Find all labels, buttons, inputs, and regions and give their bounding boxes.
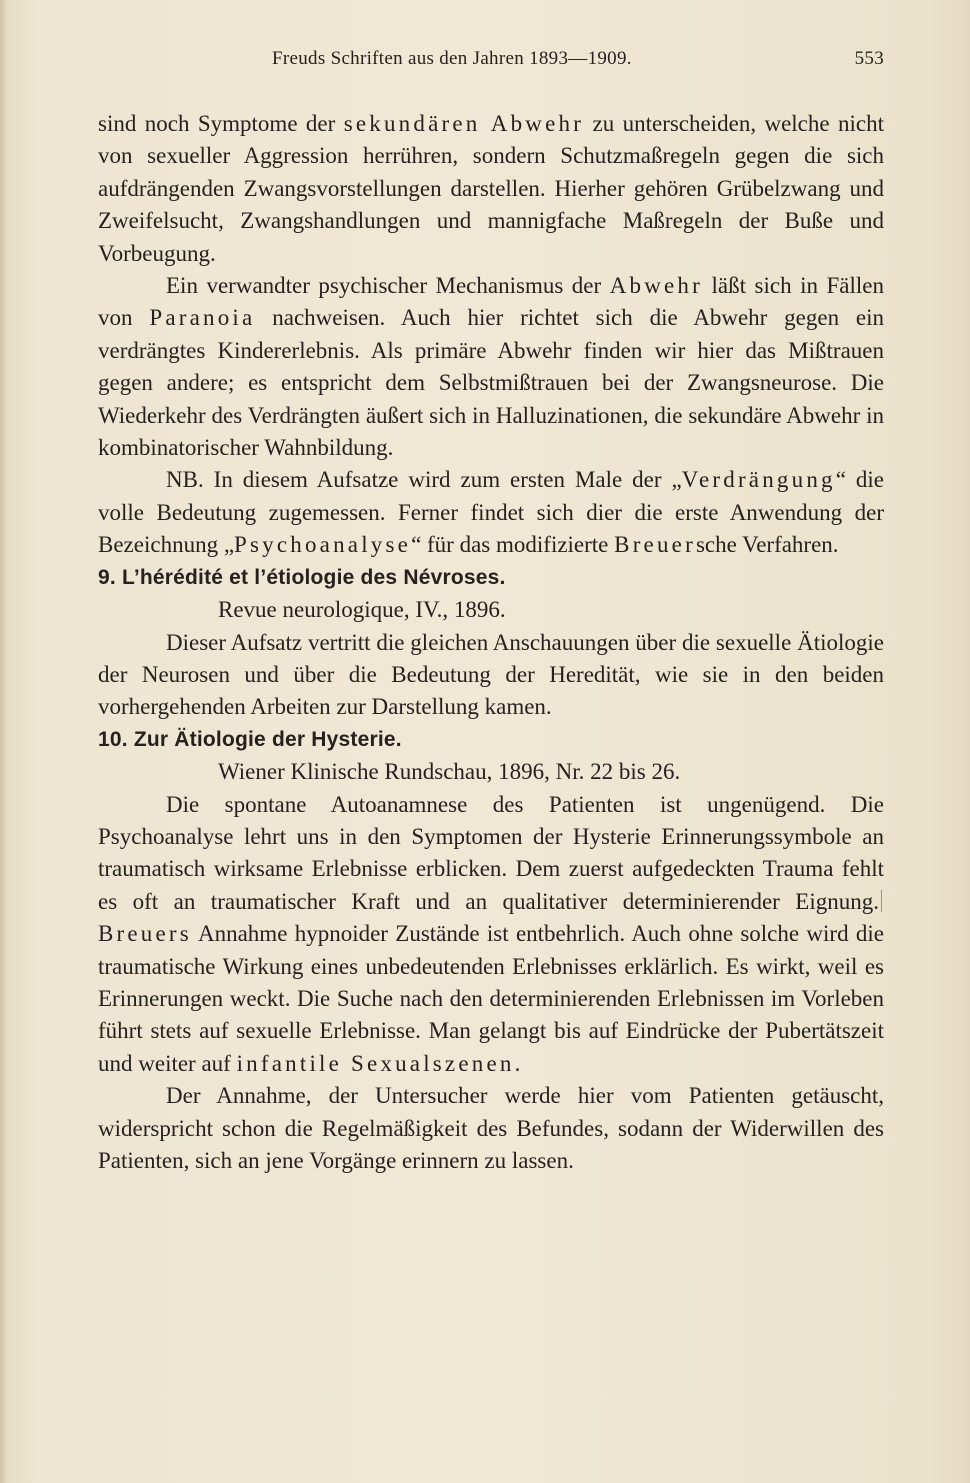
section-heading-9: 9. L’hérédité et l’étiologie des Névroses.	[98, 565, 506, 589]
paragraph-autoanamnese	[98, 789, 884, 1081]
spaced-emphasis: Breuers	[98, 921, 192, 947]
text-run: läßt sich in Fällen von	[98, 273, 885, 331]
text-cursor-icon	[881, 890, 882, 912]
text-run: sche Verfahren.	[695, 532, 839, 558]
running-head	[272, 48, 884, 76]
spaced-emphasis: Breuer	[614, 532, 696, 558]
text-run: Annahme hypnoider Zustände ist entbehrlich. Auch ohne solche wird die traumatische Wirkung eines unbedeutenden Erlebnisses erklärlich. Es wirkt, weil es Erinnerungen weckt. Die Suche nach den determinierenden Erlebnissen im Vorleben führt stets auf sexuelle Erlebnisse. Man gelangt bis auf Eindrücke der Pubertätszeit und weiter auf	[98, 921, 884, 1076]
spaced-emphasis: Paranoia	[149, 305, 256, 331]
spaced-emphasis: infantile Sexualszenen	[236, 1050, 515, 1076]
paragraph-section-9: Dieser Aufsatz vertritt die gleichen Anschauungen über die sexuelle Ätiologie der Neurosen und über die Bedeutung der Heredität, wie sie in den beiden vorhergehenden Arbeiten zur Darstellung kamen.	[98, 629, 884, 720]
text-run: NB. In diesem Aufsatze wird zum ersten Male der „	[166, 467, 682, 493]
text-run: nachweisen. Auch hier richtet sich die Abwehr gegen ein verdrängtes Kindererlebnis. Als primäre Abwehr finden wir hier das Mißtrauen gegen andere; es entspricht dem Selbstmißtrauen bei der Zwangsneurose. Die Wiederkehr des Verdrängten äußert sich in Halluzinationen, die sekundäre Abwehr in kombinatorischer Wahnbildung.	[98, 305, 885, 461]
section-source-9: Revue neurologique, IV., 1896.	[218, 597, 506, 623]
running-head-title: Freuds Schriften aus den Jahren 1893—1909.	[272, 48, 632, 69]
section-heading-10: 10. Zur Ätiologie der Hysterie.	[98, 727, 402, 751]
paragraph-untersucher: Der Annahme, der Untersucher werde hier vom Patienten getäuscht, widerspricht schon die Regelmäßigkeit des Befundes, sodann der Widerwillen des Patienten, sich an jene Vorgänge erinnern zu lassen.	[98, 1083, 884, 1173]
text-run: .	[514, 1050, 521, 1076]
page-number: 553	[854, 48, 884, 69]
text-run: zu unterscheiden, welche nicht von sexueller Aggression herrühren, sondern Schutzmaßregeln gegen die sich aufdrängenden Zwangsvorstellungen darstellen. Hierher gehören Grübelzwang und Zweifelsucht, Zwangshandlungen und mannigfache Maßregeln der Buße und Vorbeugung.	[98, 111, 884, 266]
body-text	[98, 108, 884, 1177]
text-run: “ für das modifizierte	[411, 532, 615, 558]
paragraph-sekundaere-abwehr	[98, 108, 884, 270]
paragraph-nota-bene	[98, 464, 884, 561]
spaced-emphasis: Verdrängung	[681, 467, 836, 493]
section-source-10: Wiener Klinische Rundschau, 1896, Nr. 22 bis 26.	[218, 759, 681, 785]
page-gutter-shadow	[0, 0, 8, 1483]
spaced-emphasis: sekundären Abwehr	[343, 111, 585, 136]
text-run: Ein verwandter psychischer Mechanismus der	[166, 273, 610, 299]
text-run: Die spontane Autoanamnese des Patienten ist ungenügend. Die Psychoanalyse lehrt uns in den Symptomen der Hysterie Erinnerungssymbole an traumatisch wirksame Erlebnisse erblicken. Dem zuerst aufgedeckten Trauma fehlt es oft an traumatischer Kraft und an qualitativer determinierender Eignung.	[98, 791, 884, 914]
paragraph-paranoia	[98, 270, 884, 464]
text-run: sind noch Symptome der	[98, 111, 344, 136]
text-run: “ die volle Bedeutung zugemessen. Ferner findet sich dier die erste Anwendung der Bezeichnung „	[98, 467, 884, 558]
spaced-emphasis: Psychoanalyse	[234, 532, 412, 558]
spaced-emphasis: Abwehr	[609, 273, 703, 299]
